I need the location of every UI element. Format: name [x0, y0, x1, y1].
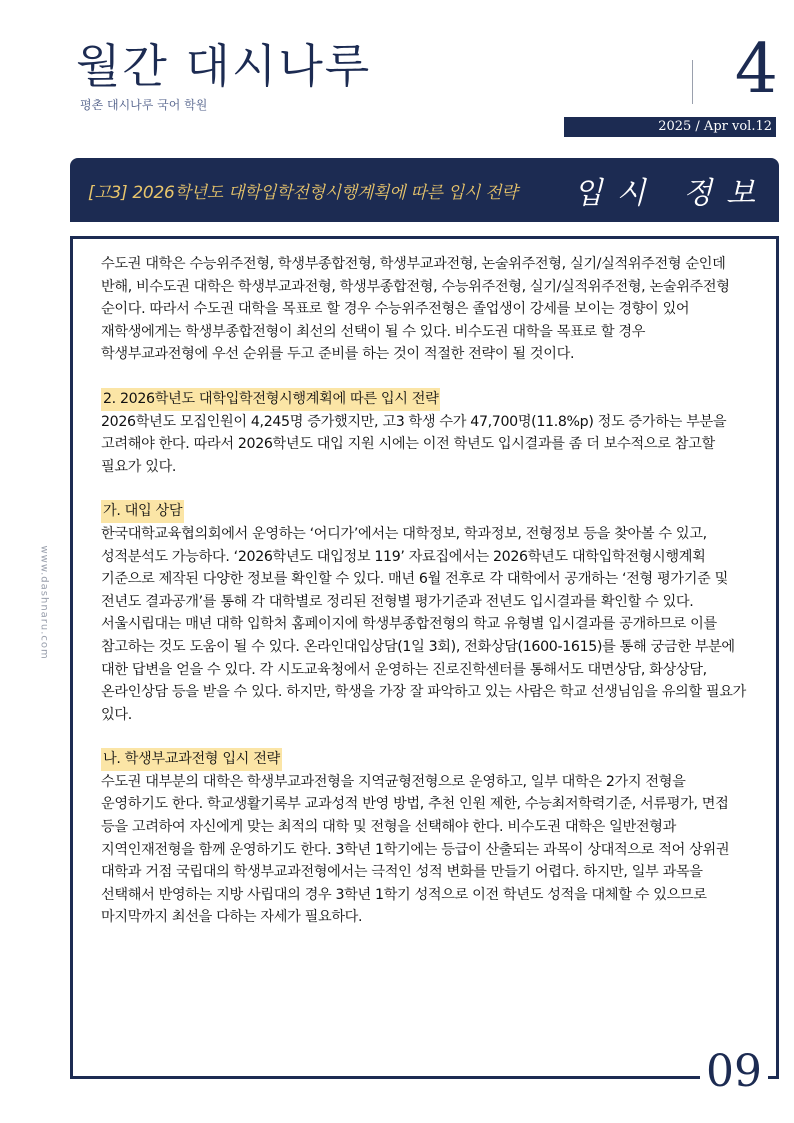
article-title: [고3] 2026학년도 대학입학전형시행계획에 따른 입시 전략: [88, 183, 518, 203]
section-body: 한국대학교육협의회에서 운영하는 ‘어디가’에서는 대학정보, 학과정보, 전형정보 등을 찾아볼 수 있고, 성적분석도 가능하다. ‘2026학년도 대입정보 119’ 자료집에서는 2026학년도 대학입학전형시행계획 기준으로 제작된 다양한 정보를 확인할 수 있다. 매년 6월 전후로 각 대학에서 공개하는 ‘전형 평가기준 및 전년도 결과공개’를 통해 각 대학별로 정리된 전형별 평가기준과 전년도 입시결과를 확인할 수 있다. 서울시립대는 매년 대학 입학처 홈페이지에 학생부종합전형의 학교 유형별 입시결과를 공개하므로 이를 참고하는 것도 도움이 될 수 있다. 온라인대입상담(1일 3회), 전화상담(1600-1615)를 통해 궁금한 부분에 대한 답변을 얻을 수 있다. 각 시도교육청에서 운영하는 진로진학센터를 통해서도 대면상담, 화상상담, 온라인상담 등을 받을 수 있다. 하지만, 학생을 가장 잘 파악하고 있는 사람은 학교 선생님임을 유의할 필요가 있다.: [101, 525, 746, 723]
issue-info-bar: 2025 / Apr vol.12: [564, 117, 776, 137]
section-2: [101, 478, 753, 726]
section-1: [101, 366, 753, 478]
article-content-box: [70, 236, 779, 1079]
issue-number: 4: [734, 30, 778, 109]
section-heading: 2. 2026학년도 대학입학전형시행계획에 따른 입시 전략: [101, 388, 440, 411]
section-heading: 나. 학생부교과전형 입시 전략: [101, 748, 282, 771]
article-banner: [70, 158, 779, 222]
article-body: [101, 253, 753, 929]
website-url: www.dashnaru.com: [38, 545, 50, 660]
intro-paragraph: 수도권 대학은 수능위주전형, 학생부종합전형, 학생부교과전형, 논술위주전형, 실기/실적위주전형 순인데 반해, 비수도권 대학은 학생부교과전형, 학생부종합전형, 수능위주전형, 실기/실적위주전형, 논술위주전형 순이다. 따라서 수도권 대학을 목표로 할 경우 수능위주전형은 졸업생이 강세를 보이는 경향이 있어 재학생에게는 학생부종합전형이 최선의 선택이 될 수 있다. 비수도권 대학을 목표로 할 경우 학생부교과전형에 우선 순위를 두고 준비를 하는 것이 적절한 전략이 될 것이다.: [101, 256, 730, 363]
section-body: 수도권 대부분의 대학은 학생부교과전형을 지역균형전형으로 운영하고, 일부 대학은 2가지 전형을 운영하기도 한다. 학교생활기록부 교과성적 반영 방법, 추천 인원 제한, 수능최저학력기준, 서류평가, 면접 등을 고려하여 자신에게 맞는 최적의 대학 및 전형을 선택해야 한다. 비수도권 대학은 일반전형과 지역인재전형을 함께 운영하기도 한다. 3학년 1학기에는 등급이 산출되는 과목이 상대적으로 적어 상위권 대학과 거점 국립대의 학생부교과전형에서는 극적인 성적 변화를 만들기 어렵다. 하지만, 일부 과목을 선택해서 반영하는 지방 사립대의 경우 3학년 1학기 성적으로 이전 학년도 성적을 대체할 수 있으므로 마지막까지 최선을 다하는 자세가 필요하다.: [101, 773, 730, 926]
academy-name: 평촌 대시나루 국어 학원: [80, 98, 208, 112]
section-body: 2026학년도 모집인원이 4,245명 증가했지만, 고3 학생 수가 47,700명(11.8%p) 정도 증가하는 부분을 고려해야 한다. 따라서 2026학년도 대입 지원 시에는 이전 학년도 입시결과를 좀 더 보수적으로 참고할 필요가 있다.: [101, 413, 727, 475]
section-label: 입시 정보: [573, 176, 769, 211]
issue-divider: [692, 60, 693, 104]
page-number: 09: [700, 1050, 768, 1094]
section-heading: 가. 대입 상담: [101, 500, 184, 523]
section-3: [101, 726, 753, 929]
magazine-title: 월간 대시나루: [76, 39, 372, 93]
